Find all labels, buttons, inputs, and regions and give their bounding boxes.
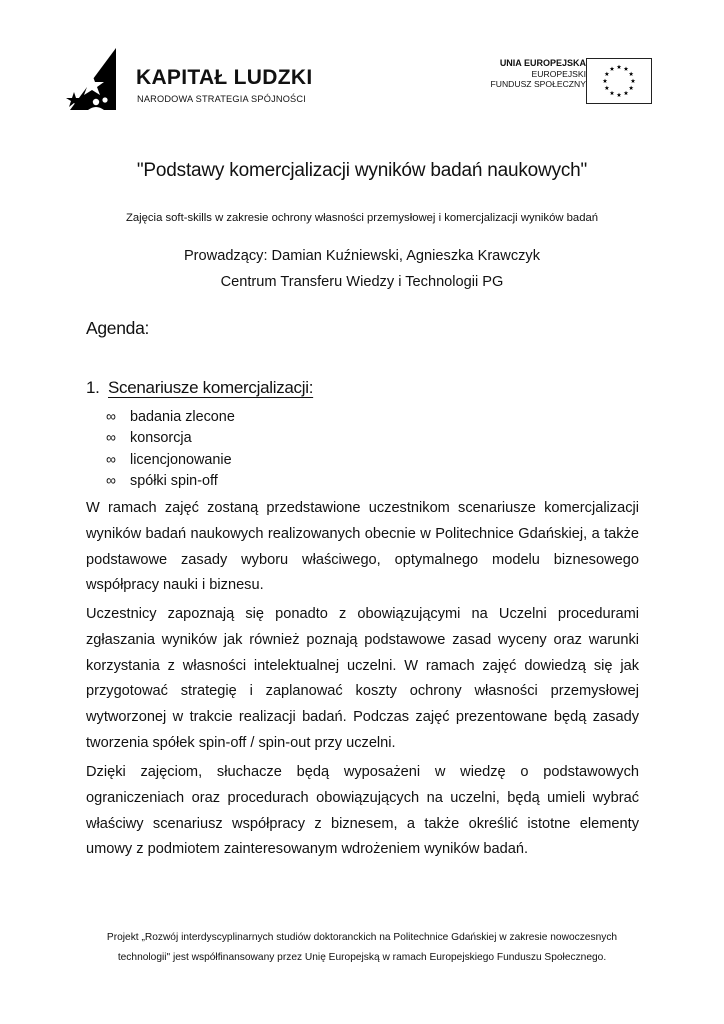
section-title: Scenariusze komercjalizacji: <box>108 378 314 397</box>
kapital-ludzki-title: KAPITAŁ LUDZKI <box>136 66 313 89</box>
eu-star-icon <box>605 86 610 90</box>
list-item-text: licencjonowanie <box>130 451 232 468</box>
eu-logo-line2: EUROPEJSKI <box>531 68 586 79</box>
eu-flag-icon <box>586 58 652 104</box>
footer-line: Projekt „Rozwój interdyscyplinarnych studiów doktoranckich na Politechnice Gdańskiej w zakresie nowoczesnych <box>106 932 618 943</box>
eu-star-icon <box>610 91 615 95</box>
eu-star-icon <box>631 79 636 83</box>
eu-star-icon <box>617 93 622 97</box>
eu-star-icon <box>617 65 622 69</box>
list-item <box>106 427 235 448</box>
kapital-ludzki-subtitle: NARODOWA STRATEGIA SPÓJNOŚCI <box>137 94 306 104</box>
eu-star-icon <box>629 86 634 90</box>
section-number: 1. <box>86 378 100 397</box>
eu-logo-line3: FUNDUSZ SPOŁECZNY <box>490 79 586 89</box>
paragraph: Uczestnicy zapoznają się ponadto z obowiązującymi na Uczelni procedurami zgłaszania wyników jak również poznają podstawowe zasad wyceny oraz warunki korzystania z własności intelektualnej uczelni. W ramach zajęć dowiedzą się jak przygotować strategię i zaplanować koszty ochrony własności przemysłowej wytworzonej w trakcie realizacji badań. Podczas zajęć prezentowane będą zasady tworzenia spółek spin-off / spin-out przy uczelni. <box>86 606 639 751</box>
list-item <box>106 406 235 427</box>
document-title: "Podstawy komercjalizacji wyników badań naukowych" <box>136 160 588 181</box>
kapital-ludzki-logo <box>66 44 326 116</box>
section-heading <box>86 378 313 398</box>
list-item-text: konsorcja <box>130 430 192 447</box>
bullet-list <box>106 406 235 491</box>
list-item-text: badania zlecone <box>130 409 235 425</box>
eu-star-icon <box>603 79 608 83</box>
list-item <box>106 470 235 491</box>
infinity-bullet-icon: ∞ <box>106 450 116 467</box>
eu-star-icon <box>629 72 634 76</box>
infinity-bullet-icon: ∞ <box>106 471 116 488</box>
list-item-text: spółki spin-off <box>130 472 218 489</box>
paragraph: W ramach zajęć zostaną przedstawione uczestnikom scenariusze komercjalizacji wyników badań naukowych realizowanych obecnie w Politechnice Gdańskiej, a także podstawowe zasady wyboru właściwego, optymalnego modelu biznesowego współpracy nauki i biznesu. <box>86 500 639 594</box>
eu-star-icon <box>624 66 629 70</box>
infinity-bullet-icon: ∞ <box>106 408 116 424</box>
kapital-ludzki-emblem-icon <box>66 44 122 116</box>
paragraph: Dzięki zajęciom, słuchacze będą wyposażeni w wiedzę o podstawowych ograniczeniach oraz procedurach obowiązujących na uczelni, będą umieli wybrać właściwy scenariusz współpracy z biznesem, a także określić istotne elementy umowy z podmiotem zainteresowanym wdrożeniem wyników badań. <box>86 764 639 858</box>
infinity-bullet-icon: ∞ <box>106 429 116 446</box>
document-subtitle: Zajęcia soft-skills w zakresie ochrony własności przemysłowej i komercjalizacji wyników badań <box>125 212 599 224</box>
eu-star-icon <box>624 91 629 95</box>
eu-logo-line1: UNIA EUROPEJSKA <box>499 58 586 68</box>
list-item <box>106 449 235 470</box>
footer-line: technologii" jest współfinansowany przez Unię Europejską w ramach Europejskiego Funduszu Społecznego. <box>117 952 607 963</box>
page-header <box>0 40 724 120</box>
eu-star-icon <box>610 66 615 70</box>
eu-logo <box>478 54 658 110</box>
agenda-heading: Agenda: <box>86 318 150 338</box>
center-name: Centrum Transferu Wiedzy i Technologii PG <box>220 274 504 290</box>
eu-star-icon <box>605 72 610 76</box>
eu-logo-text <box>491 58 587 90</box>
lecturers-line: Prowadzący: Damian Kuźniewski, Agnieszka Krawczyk <box>183 248 541 264</box>
page-footer <box>0 928 724 968</box>
